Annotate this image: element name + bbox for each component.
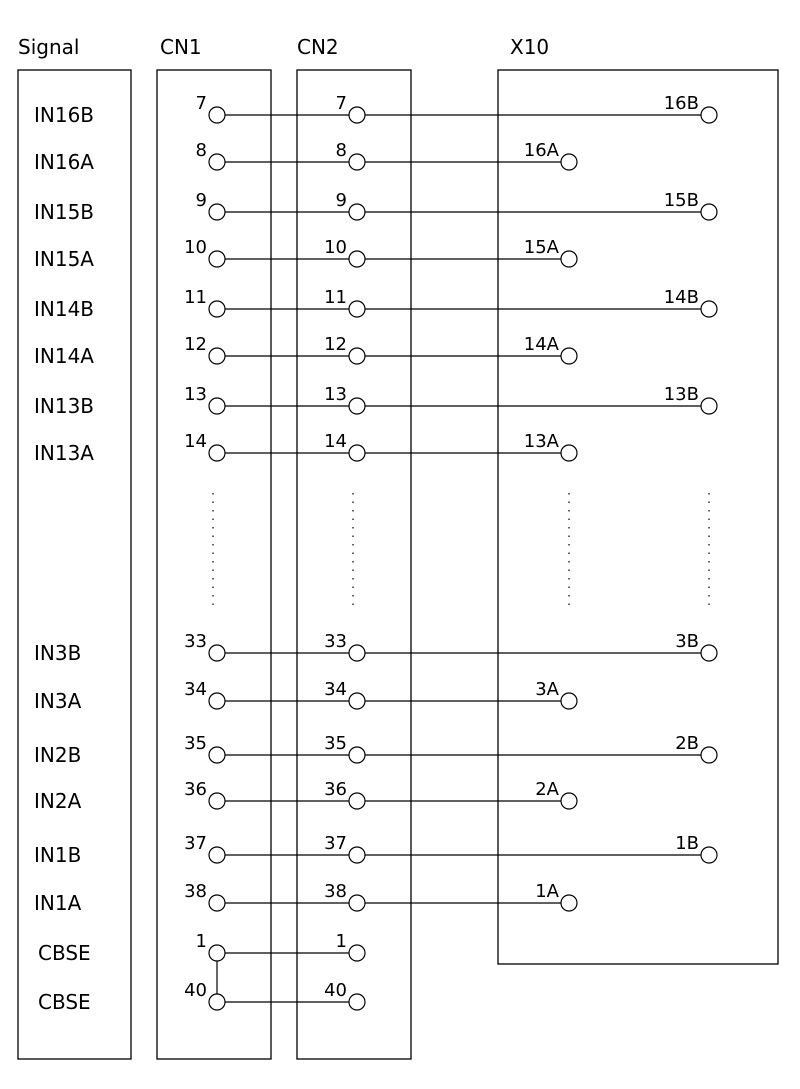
- cn1-pin-label: 36: [184, 779, 207, 800]
- cn2-terminal-icon: [349, 445, 365, 461]
- x10-pin-label: 1A: [535, 881, 559, 902]
- header-cn2: CN2: [297, 35, 339, 59]
- x10-pin-label: 16B: [663, 93, 699, 114]
- x10-box: [498, 70, 778, 964]
- signal-label: IN1B: [34, 843, 82, 867]
- signal-label: IN3B: [34, 641, 82, 665]
- cn2-pin-label: 33: [324, 631, 347, 652]
- cn2-terminal-icon: [349, 301, 365, 317]
- x10-terminal-icon: [561, 693, 577, 709]
- x10-terminal-icon: [561, 445, 577, 461]
- cn1-pin-label: 37: [184, 833, 207, 854]
- signal-label: IN3A: [34, 689, 82, 713]
- signal-label: IN16B: [34, 103, 95, 127]
- x10-terminal-icon: [701, 204, 717, 220]
- cn2-terminal-icon: [349, 747, 365, 763]
- x10-pin-label: 2B: [675, 733, 699, 754]
- cn1-terminal-icon: [209, 847, 225, 863]
- cn1-pin-label: 33: [184, 631, 207, 652]
- cn1-pin-label: 38: [184, 881, 207, 902]
- cn2-terminal-icon: [349, 645, 365, 661]
- header-x10: X10: [510, 35, 550, 59]
- cn2-terminal-icon: [349, 251, 365, 267]
- cn2-pin-label: 9: [335, 190, 347, 211]
- cn2-pin-label: 36: [324, 779, 347, 800]
- cn2-terminal-icon: [349, 793, 365, 809]
- cn1-pin-label: 9: [195, 190, 207, 211]
- cn2-pin-label: 40: [324, 980, 347, 1001]
- cn2-pin-label: 14: [324, 431, 347, 452]
- cn2-pin-label: 34: [324, 679, 347, 700]
- cn1-terminal-icon: [209, 693, 225, 709]
- cn2-pin-label: 10: [324, 237, 347, 258]
- signal-label: IN2A: [34, 789, 82, 813]
- x10-terminal-icon: [701, 747, 717, 763]
- signal-label: IN15A: [34, 247, 94, 271]
- cn1-terminal-icon: [209, 107, 225, 123]
- x10-pin-label: 13A: [523, 431, 559, 452]
- x10-terminal-icon: [701, 645, 717, 661]
- x10-terminal-icon: [561, 348, 577, 364]
- cn2-pin-label: 35: [324, 733, 347, 754]
- cn1-terminal-icon: [209, 945, 225, 961]
- signal-label-cbse: CBSE: [38, 990, 91, 1014]
- signal-label: IN15B: [34, 200, 95, 224]
- signal-label-cbse: CBSE: [38, 941, 91, 965]
- cn2-terminal-icon: [349, 398, 365, 414]
- cn2-pin-label: 11: [324, 287, 347, 308]
- cn2-pin-label: 13: [324, 384, 347, 405]
- x10-terminal-icon: [701, 301, 717, 317]
- x10-pin-label: 13B: [663, 384, 699, 405]
- x10-pin-label: 3A: [535, 679, 559, 700]
- cn1-terminal-icon: [209, 747, 225, 763]
- cn2-pin-label: 37: [324, 833, 347, 854]
- cn2-terminal-icon: [349, 847, 365, 863]
- x10-terminal-icon: [701, 107, 717, 123]
- cn1-terminal-icon: [209, 301, 225, 317]
- x10-terminal-icon: [561, 895, 577, 911]
- cn2-terminal-icon: [349, 693, 365, 709]
- cn1-terminal-icon: [209, 994, 225, 1010]
- cn2-terminal-icon: [349, 348, 365, 364]
- cn1-pin-label: 11: [184, 287, 207, 308]
- cn2-pin-label: 7: [335, 93, 347, 114]
- x10-pin-label: 1B: [675, 833, 699, 854]
- cn1-pin-label: 14: [184, 431, 207, 452]
- x10-terminal-icon: [701, 847, 717, 863]
- cn1-terminal-icon: [209, 645, 225, 661]
- x10-terminal-icon: [561, 793, 577, 809]
- cn1-pin-label: 35: [184, 733, 207, 754]
- cn1-terminal-icon: [209, 793, 225, 809]
- x10-pin-label: 15A: [523, 237, 559, 258]
- cn1-terminal-icon: [209, 204, 225, 220]
- cn1-pin-label: 10: [184, 237, 207, 258]
- cn2-terminal-icon: [349, 994, 365, 1010]
- cn1-terminal-icon: [209, 154, 225, 170]
- cn2-pin-label: 38: [324, 881, 347, 902]
- cn1-pin-label: 34: [184, 679, 207, 700]
- cn1-pin-label: 13: [184, 384, 207, 405]
- x10-pin-label: 16A: [523, 140, 559, 161]
- cn2-terminal-icon: [349, 154, 365, 170]
- signal-label: IN13B: [34, 394, 95, 418]
- x10-terminal-icon: [561, 154, 577, 170]
- cn2-pin-label: 8: [335, 140, 347, 161]
- cn1-pin-label: 8: [195, 140, 207, 161]
- cn1-terminal-icon: [209, 348, 225, 364]
- signal-label: IN14B: [34, 297, 95, 321]
- cn1-pin-label: 12: [184, 334, 207, 355]
- header-cn1: CN1: [160, 35, 202, 59]
- x10-pin-label: 14B: [663, 287, 699, 308]
- x10-pin-label: 3B: [675, 631, 699, 652]
- cn2-terminal-icon: [349, 107, 365, 123]
- cn1-pin-label: 7: [195, 93, 207, 114]
- x10-pin-label: 15B: [663, 190, 699, 211]
- x10-terminal-icon: [701, 398, 717, 414]
- cn2-pin-label: 1: [335, 931, 347, 952]
- cn1-pin-label: 40: [184, 980, 207, 1001]
- cn2-terminal-icon: [349, 204, 365, 220]
- x10-pin-label: 14A: [523, 334, 559, 355]
- cn1-terminal-icon: [209, 895, 225, 911]
- header-signal: Signal: [18, 35, 80, 59]
- cn2-terminal-icon: [349, 945, 365, 961]
- x10-pin-label: 2A: [535, 779, 559, 800]
- cn1-terminal-icon: [209, 445, 225, 461]
- cn2-pin-label: 12: [324, 334, 347, 355]
- cn1-terminal-icon: [209, 251, 225, 267]
- signal-label: IN1A: [34, 891, 82, 915]
- cn1-terminal-icon: [209, 398, 225, 414]
- signal-label: IN13A: [34, 441, 94, 465]
- signal-label: IN2B: [34, 743, 82, 767]
- signal-label: IN16A: [34, 150, 94, 174]
- cn1-pin-label: 1: [195, 931, 207, 952]
- cn2-terminal-icon: [349, 895, 365, 911]
- x10-terminal-icon: [561, 251, 577, 267]
- signal-label: IN14A: [34, 344, 94, 368]
